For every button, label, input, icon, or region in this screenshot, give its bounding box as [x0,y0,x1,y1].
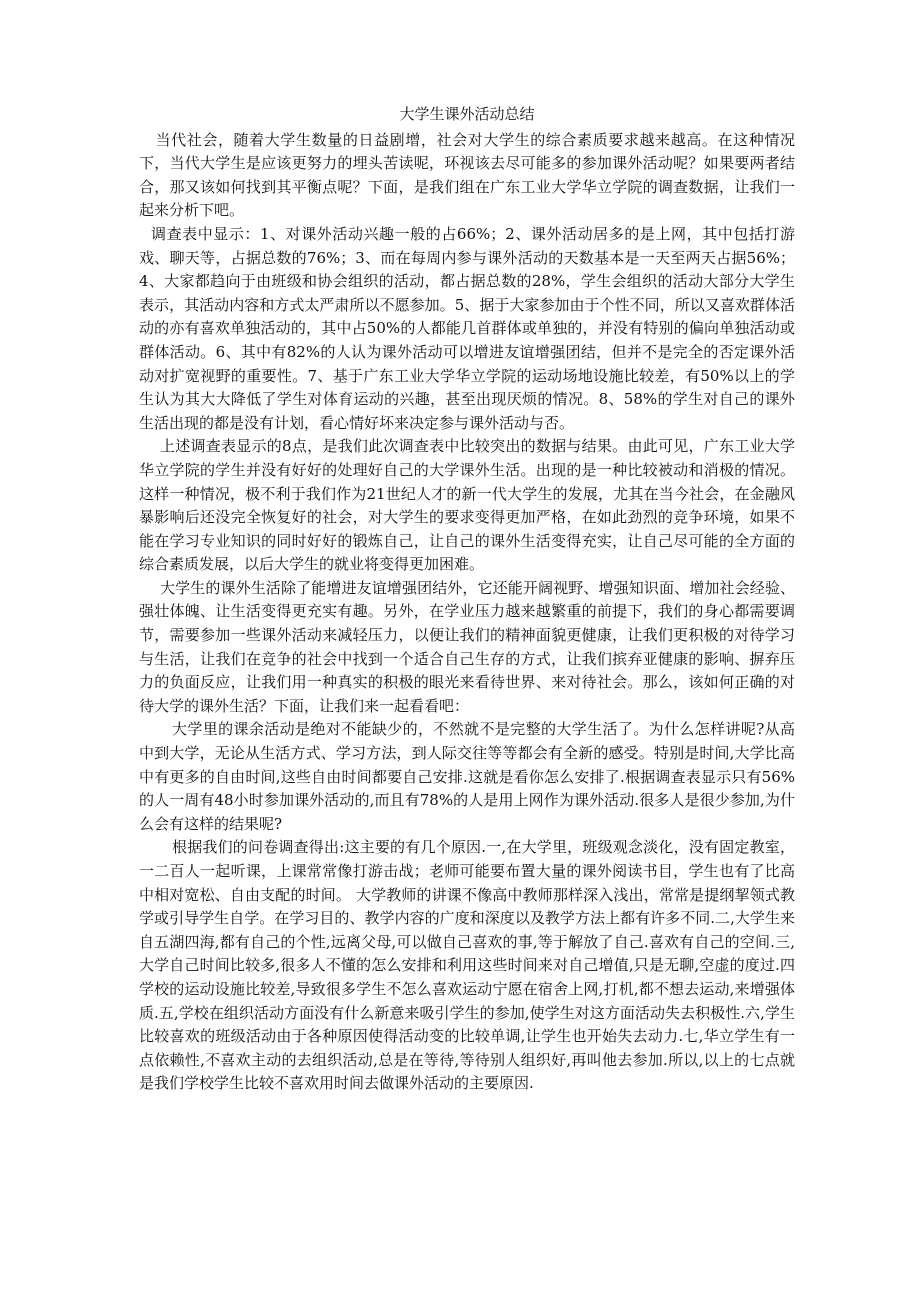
document-body [139,103,795,1096]
document-title: 大学生课外活动总结 [399,105,535,123]
paragraph-survey-results: 调查表中显示：1、对课外活动兴趣一般的占66%；2、课外活动居多的是上网，其中包括打游戏、聊天等，占据总数的76%；3、而在每周内参与课外活动的天数基本是一天至两天占据56%；4、大家都趋向于由班级和协会组织的活动，都占据总数的28%，学生会组织的活动大部分大学生表示，其活动内容和方式太严肃所以不愿参加。5、据于大家参加由于个性不同，所以又喜欢群体活动的亦有喜欢单独活动的，其中占50%的人都能几首群体或单独的，并没有特别的偏向单独活动或群体活动。6、其中有82%的人认为课外活动可以增进友谊增强团结，但并不是完全的否定课外活动对扩宽视野的重要性。7、基于广东工业大学华立学院的运动场地设施比较差，有50%以上的学生认为其大大降低了学生对体育运动的兴趣，甚至出现厌烦的情况。8、58%的学生对自己的课外生活出现的都是没有计划，看心情好坏来决定参与课外活动与否。 [139,224,795,432]
paragraph-university-life: 大学里的课余活动是绝对不能缺少的，不然就不是完整的大学生活了。为什么怎样讲呢?从高中到大学，无论从生活方式、学习方法，到人际交往等等都会有全新的感受。特别是时间,大学比高中有更多的自由时间,这些自由时间都要自己安排.这就是看你怎么安排了.根据调查表显示只有56%的人一周有48小时参加课外活动的,而且有78%的人是用上网作为课外活动.很多人是很少参加,为什么会有这样的结果呢? [139,720,795,833]
paragraph-benefits: 大学生的课外生活除了能增进友谊增强团结外，它还能开阔视野、增强知识面、增加社会经验、强壮体魄、让生活变得更充实有趣。另外，在学业压力越来越繁重的前提下，我们的身心都需要调节，需要参加一些课外活动来减轻压力，以便让我们的精神面貌更健康，让我们更积极的对待学习与生活，让我们在竞争的社会中找到一个适合自己生存的方式，让我们摈弃亚健康的影响、摒弃压力的负面反应，让我们用一种真实的积极的眼光来看待世界、来对待社会。那么，该如何正确的对待大学的课外生活？下面，让我们来一起看看吧： [139,578,795,715]
paragraph-analysis: 上述调查表显示的8点，是我们此次调查表中比较突出的数据与结果。由此可见，广东工业大学华立学院的学生并没有好好的处理好自己的大学课外生活。出现的是一种比较被动和消极的情况。这样一种情况，极不利于我们作为21世纪人才的新一代大学生的发展，尤其在当今社会，在金融风暴影响后还没完全恢复好的社会，对大学生的要求变得更加严格，在如此劲烈的竞争环境，如果不能在学习专业知识的同时好好的锻炼自己，让自己的课外生活变得充实，让自己尽可能的全方面的综合素质发展，以后大学生的就业将变得更加困难。 [139,437,795,574]
paragraph-intro: 当代社会，随着大学生数量的日益剧增，社会对大学生的综合素质要求越来越高。在这种情况下，当代大学生是应该更努力的埋头苦读呢，环视该去尽可能多的参加课外活动呢？如果要两者结合，那又该如何找到其平衡点呢？下面，是我们组在广东工业大学华立学院的调查数据，让我们一起来分析下吧。 [139,130,795,220]
paragraph-reasons: 根据我们的问卷调查得出:这主要的有几个原因.一,在大学里，班级观念淡化，没有固定教室，一二百人一起听课，上课常常像打游击战；老师可能要布置大量的课外阅读书目，学生也有了比高中相对宽松、自由支配的时间。 大学教师的讲课不像高中教师那样深入浅出，常常是提纲挈领式教学或引导学生自学。在学习目的、教学内容的广度和深度以及教学方法上都有许多不同.二,大学生来自五湖四海,都有自己的个性,远离父母,可以做自己喜欢的事,等于解放了自己.喜欢有自己的空间.三,大学自己时间比较多,很多人不懂的怎么安排和利用这些时间来对自己增值,只是无聊,空虚的度过.四学校的运动设施比较差,导致很多学生不怎么喜欢运动宁愿在宿舍上网,打机,都不想去运动,来增强体质.五,学校在组织活动方面没有什么新意来吸引学生的参加,使学生对这方面活动失去积极性.六,学生比较喜欢的班级活动由于各种原因使得活动变的比较单调,让学生也开始失去动力.七,华立学生有一点依赖性,不喜欢主动的去组织活动,总是在等待,等待别人组织好,再叫他去参加.所以,以上的七点就是我们学校学生比较不喜欢用时间去做课外活动的主要原因. [139,838,795,1093]
